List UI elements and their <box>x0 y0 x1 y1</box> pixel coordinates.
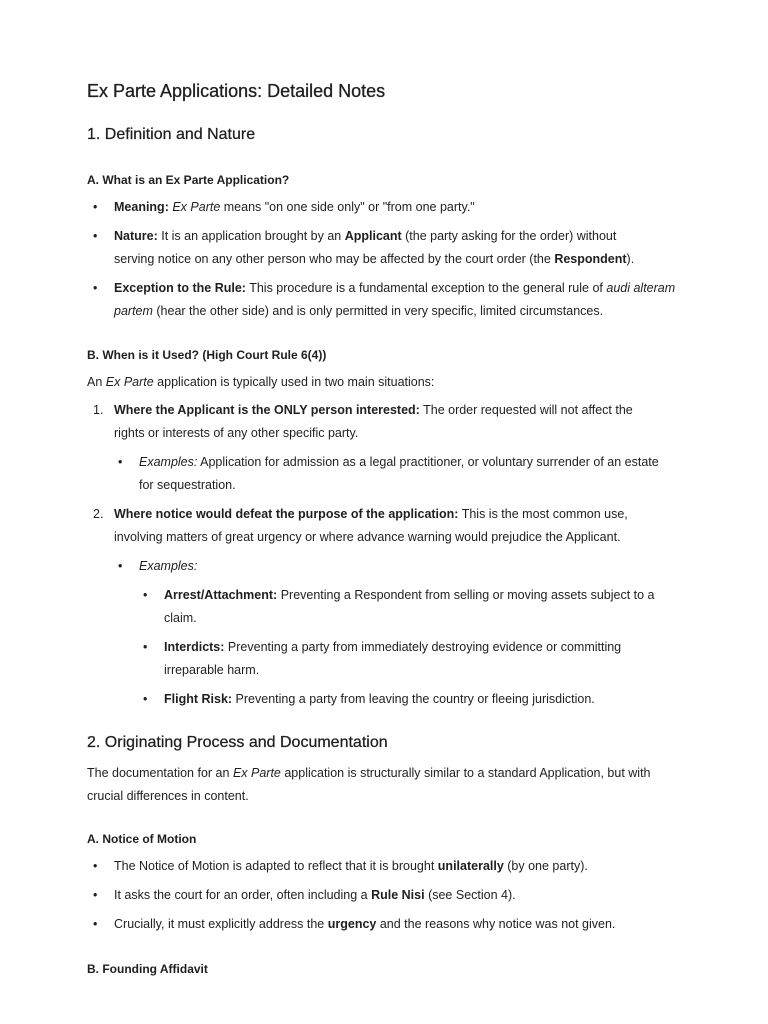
section-2b-heading: B. Founding Affidavit <box>87 962 208 976</box>
bullet-marker: • <box>93 917 98 931</box>
bullet-unilateral: • The Notice of Motion is adapted to reflect that it is brought unilaterally (by one party). <box>114 855 694 878</box>
list-number: 1. <box>93 403 104 417</box>
bullet-marker: • <box>143 588 148 602</box>
example-item-2: • Examples: <box>139 555 639 578</box>
bullet-marker: • <box>118 455 123 469</box>
sub-example-interdicts: • Interdicts: Preventing a party from immediately destroying evidence or committing irreparable harm. <box>164 636 654 682</box>
bullet-marker: • <box>93 888 98 902</box>
section-1-heading: 1. Definition and Nature <box>87 126 256 143</box>
document-title: Ex Parte Applications: Detailed Notes <box>87 81 386 101</box>
bullet-rule-nisi: • It asks the court for an order, often including a Rule Nisi (see Section 4). <box>114 884 694 907</box>
bullet-urgency: • Crucially, it must explicitly address the urgency and the reasons why notice was not given. <box>114 913 694 936</box>
bullet-exception: • Exception to the Rule: This procedure is a fundamental exception to the general rule of audi alteram partem (hear the other side) and is only permitted in very specific, limited circumstances. <box>114 277 682 323</box>
sub-example-arrest: • Arrest/Attachment: Preventing a Respondent from selling or moving assets subject to a claim. <box>164 584 670 630</box>
bullet-meaning: • Meaning: Ex Parte means "on one side only" or "from one party." <box>114 196 694 219</box>
section-1b-intro: An Ex Parte application is typically used in two main situations: <box>87 375 435 389</box>
section-2-heading: 2. Originating Process and Documentation <box>87 734 388 751</box>
list-item-2: 2. Where notice would defeat the purpose of the application: This is the most common use, involving matters of great urgency or where advance warning would prejudice the Applicant. <box>114 503 654 549</box>
bullet-nature: • Nature: It is an application brought by an Applicant (the party asking for the order) without serving notice on any other person who may be affected by the court order (the Respondent). <box>114 225 654 271</box>
bullet-marker: • <box>93 229 98 243</box>
bullet-marker: • <box>93 200 98 214</box>
section-2a-heading: A. Notice of Motion <box>87 832 197 846</box>
section-1a-heading: A. What is an Ex Parte Application? <box>87 173 290 187</box>
bullet-marker: • <box>143 640 148 654</box>
bullet-marker: • <box>118 559 123 573</box>
example-item-1: • Examples: Application for admission as a legal practitioner, or voluntary surrender of an estate for sequestration. <box>139 451 659 497</box>
list-item-1: 1. Where the Applicant is the ONLY person interested: The order requested will not affect the rights or interests of any other specific party. <box>114 399 654 445</box>
bullet-marker: • <box>93 859 98 873</box>
section-2-intro: The documentation for an Ex Parte application is structurally similar to a standard Application, but with crucial differences in content. <box>87 766 651 803</box>
bullet-marker: • <box>143 692 148 706</box>
section-1b-heading: B. When is it Used? (High Court Rule 6(4)) <box>87 348 327 362</box>
sub-example-flight-risk: • Flight Risk: Preventing a party from leaving the country or fleeing jurisdiction. <box>164 688 684 711</box>
bullet-marker: • <box>93 281 98 295</box>
list-number: 2. <box>93 507 104 521</box>
